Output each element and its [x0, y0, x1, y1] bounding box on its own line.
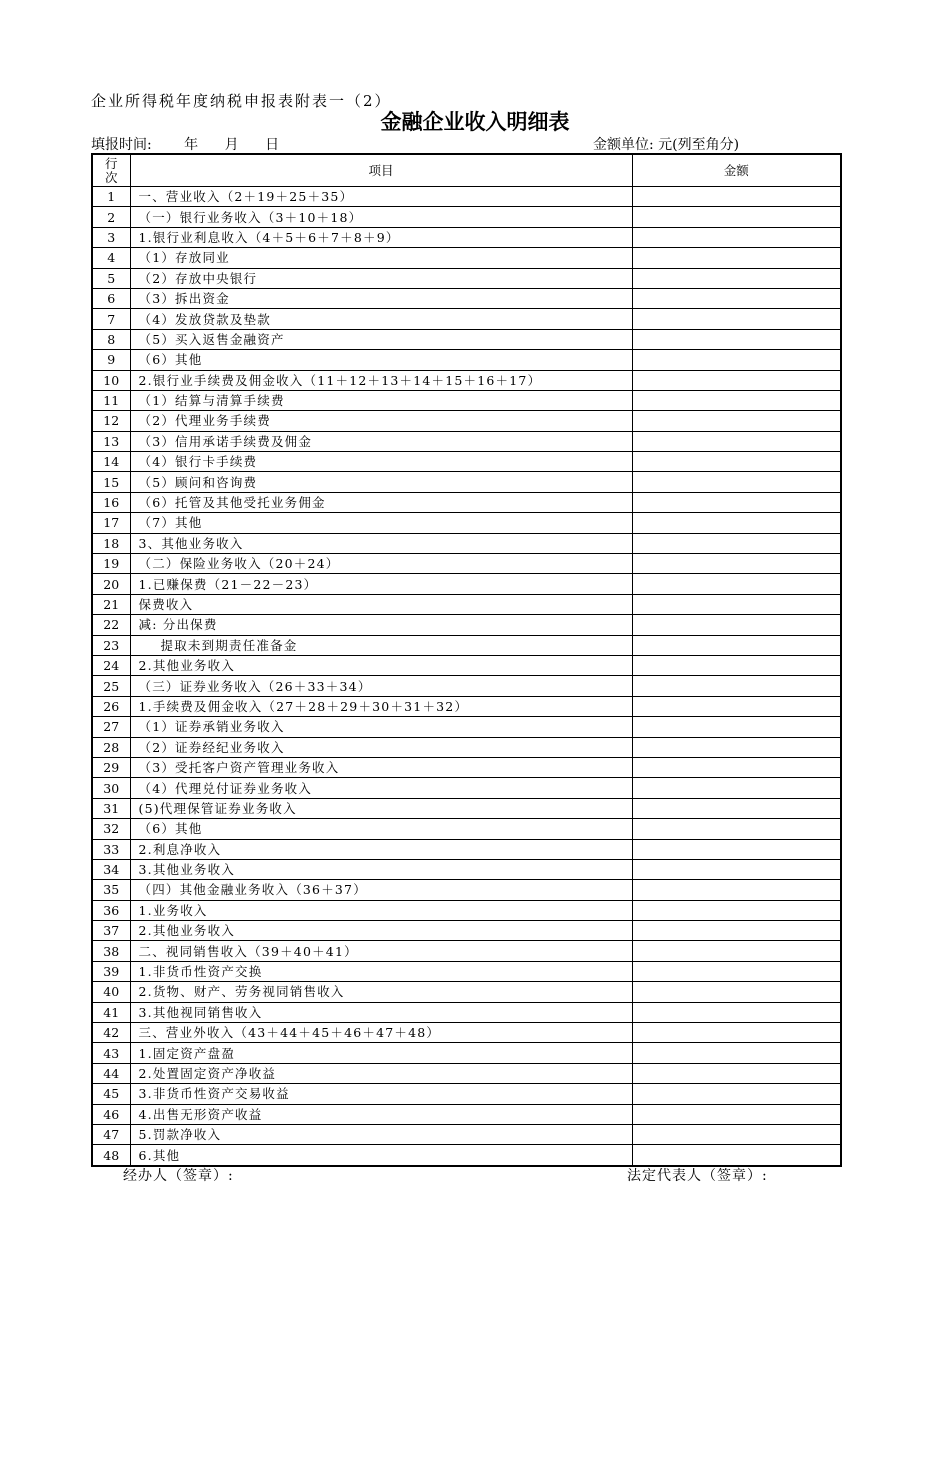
row-amount-cell[interactable]	[632, 819, 841, 839]
row-item: （6）托管及其他受托业务佣金	[130, 492, 632, 512]
header-amount: 金额	[632, 154, 841, 187]
table-row	[92, 1063, 841, 1083]
row-amount-cell[interactable]	[632, 1043, 841, 1063]
row-amount-cell[interactable]	[632, 676, 841, 696]
row-item: 3、其他业务收入	[130, 533, 632, 553]
row-number: 46	[92, 1104, 130, 1124]
row-item: （6）其他	[130, 350, 632, 370]
fill-time-day: 日	[265, 137, 280, 153]
legal-rep-signature: 法定代表人（签章）:	[627, 1168, 768, 1184]
row-amount-cell[interactable]	[632, 187, 841, 207]
row-amount-cell[interactable]	[632, 900, 841, 920]
row-number: 4	[92, 248, 130, 268]
row-item: （四）其他金融业务收入（36＋37）	[130, 880, 632, 900]
table-row	[92, 757, 841, 777]
row-item: （三）证券业务收入（26＋33＋34）	[130, 676, 632, 696]
handler-signature: 经办人（签章）:	[123, 1168, 234, 1184]
row-number: 18	[92, 533, 130, 553]
row-amount-cell[interactable]	[632, 309, 841, 329]
row-item: 三、营业外收入（43＋44＋45＋46＋47＋48）	[130, 1023, 632, 1043]
row-item: （3）信用承诺手续费及佣金	[130, 431, 632, 451]
table-row	[92, 288, 841, 308]
row-number: 34	[92, 859, 130, 879]
row-number: 38	[92, 941, 130, 961]
row-amount-cell[interactable]	[632, 207, 841, 227]
row-number: 15	[92, 472, 130, 492]
row-number: 28	[92, 737, 130, 757]
row-item: 1.已赚保费（21－22－23）	[130, 574, 632, 594]
row-item: （2）证券经纪业务收入	[130, 737, 632, 757]
row-item: 保费收入	[130, 594, 632, 614]
row-number: 11	[92, 390, 130, 410]
row-amount-cell[interactable]	[632, 329, 841, 349]
row-amount-cell[interactable]	[632, 452, 841, 472]
row-item: 提取未到期责任准备金	[130, 635, 632, 655]
row-number: 9	[92, 350, 130, 370]
row-item: （1）结算与清算手续费	[130, 390, 632, 410]
row-number: 23	[92, 635, 130, 655]
table-row	[92, 350, 841, 370]
table-row	[92, 207, 841, 227]
row-number: 44	[92, 1063, 130, 1083]
row-amount-cell[interactable]	[632, 717, 841, 737]
fill-time	[91, 134, 279, 154]
row-number: 16	[92, 492, 130, 512]
row-number: 14	[92, 452, 130, 472]
row-amount-cell[interactable]	[632, 350, 841, 370]
table-row	[92, 798, 841, 818]
row-number: 31	[92, 798, 130, 818]
row-amount-cell[interactable]	[632, 859, 841, 879]
row-number: 24	[92, 655, 130, 675]
row-number: 37	[92, 921, 130, 941]
row-amount-cell[interactable]	[632, 1084, 841, 1104]
row-amount-cell[interactable]	[632, 554, 841, 574]
table-row	[92, 676, 841, 696]
row-item: 1.业务收入	[130, 900, 632, 920]
table-row	[92, 309, 841, 329]
row-item: （1）证券承销业务收入	[130, 717, 632, 737]
row-number: 1	[92, 187, 130, 207]
row-number: 22	[92, 615, 130, 635]
row-amount-cell[interactable]	[632, 268, 841, 288]
fill-time-year: 年	[184, 137, 199, 153]
row-amount-cell[interactable]	[632, 492, 841, 512]
row-item: 3.其他业务收入	[130, 859, 632, 879]
row-item: 减: 分出保费	[130, 615, 632, 635]
table-row	[92, 1002, 841, 1022]
row-amount-cell[interactable]	[632, 737, 841, 757]
row-number: 42	[92, 1023, 130, 1043]
row-item: 2.其他业务收入	[130, 655, 632, 675]
row-item: (5)代理保管证券业务收入	[130, 798, 632, 818]
row-number: 45	[92, 1084, 130, 1104]
row-item: （7）其他	[130, 513, 632, 533]
row-number: 27	[92, 717, 130, 737]
row-item: 3.非货币性资产交易收益	[130, 1084, 632, 1104]
row-item: 1.非货币性资产交换	[130, 961, 632, 981]
row-item: 3.其他视同销售收入	[130, 1002, 632, 1022]
row-item: （一）银行业务收入（3＋10＋18）	[130, 207, 632, 227]
table-header-row	[92, 154, 841, 187]
row-number: 30	[92, 778, 130, 798]
row-number: 40	[92, 982, 130, 1002]
row-number: 12	[92, 411, 130, 431]
row-number: 35	[92, 880, 130, 900]
row-number: 32	[92, 819, 130, 839]
row-amount-cell[interactable]	[632, 370, 841, 390]
table-row	[92, 431, 841, 451]
row-item: 二、视同销售收入（39＋40＋41）	[130, 941, 632, 961]
row-amount-cell[interactable]	[632, 961, 841, 981]
row-amount-cell[interactable]	[632, 655, 841, 675]
table-row	[92, 880, 841, 900]
table-row	[92, 513, 841, 533]
row-item: （1）存放同业	[130, 248, 632, 268]
row-amount-cell[interactable]	[632, 982, 841, 1002]
table-row	[92, 1084, 841, 1104]
row-number: 29	[92, 757, 130, 777]
row-number: 7	[92, 309, 130, 329]
row-amount-cell[interactable]	[632, 696, 841, 716]
row-item: （二）保险业务收入（20＋24）	[130, 554, 632, 574]
header-row-no	[92, 154, 130, 187]
table-row	[92, 187, 841, 207]
table-row	[92, 268, 841, 288]
row-number: 48	[92, 1145, 130, 1166]
fill-time-month: 月	[224, 137, 239, 153]
table-row	[92, 1124, 841, 1144]
row-number: 21	[92, 594, 130, 614]
table-row	[92, 1104, 841, 1124]
row-number: 43	[92, 1043, 130, 1063]
row-item: 2.其他业务收入	[130, 921, 632, 941]
row-number: 10	[92, 370, 130, 390]
row-item: 6.其他	[130, 1145, 632, 1166]
row-amount-cell[interactable]	[632, 757, 841, 777]
table-row	[92, 859, 841, 879]
row-amount-cell[interactable]	[632, 1023, 841, 1043]
row-amount-cell[interactable]	[632, 921, 841, 941]
table-row	[92, 941, 841, 961]
row-item: 4.出售无形资产收益	[130, 1104, 632, 1124]
table-row	[92, 737, 841, 757]
table-row	[92, 554, 841, 574]
row-amount-cell[interactable]	[632, 1145, 841, 1166]
table-row	[92, 390, 841, 410]
row-amount-cell[interactable]	[632, 880, 841, 900]
table-row	[92, 472, 841, 492]
table-row	[92, 921, 841, 941]
table-row	[92, 227, 841, 247]
row-amount-cell[interactable]	[632, 1104, 841, 1124]
row-number: 47	[92, 1124, 130, 1144]
row-item: （4）发放贷款及垫款	[130, 309, 632, 329]
row-amount-cell[interactable]	[632, 594, 841, 614]
row-number: 8	[92, 329, 130, 349]
table-row	[92, 533, 841, 553]
row-amount-cell[interactable]	[632, 798, 841, 818]
table-row	[92, 778, 841, 798]
row-amount-cell[interactable]	[632, 227, 841, 247]
table-row	[92, 1043, 841, 1063]
amount-unit: 金额单位: 元(列至角分)	[593, 137, 740, 153]
row-amount-cell[interactable]	[632, 839, 841, 859]
row-item: （3）拆出资金	[130, 288, 632, 308]
table-row	[92, 655, 841, 675]
table-row	[92, 900, 841, 920]
table-row	[92, 411, 841, 431]
row-number: 5	[92, 268, 130, 288]
row-item: （5）顾问和咨询费	[130, 472, 632, 492]
page-title: 金融企业收入明细表	[380, 110, 570, 134]
header-row-no-label: 行次	[104, 155, 118, 185]
header-item: 项目	[130, 154, 632, 187]
row-number: 33	[92, 839, 130, 859]
row-amount-cell[interactable]	[632, 615, 841, 635]
row-amount-cell[interactable]	[632, 1063, 841, 1083]
row-amount-cell[interactable]	[632, 574, 841, 594]
row-item: （2）存放中央银行	[130, 268, 632, 288]
row-amount-cell[interactable]	[632, 411, 841, 431]
row-item: 2.处置固定资产净收益	[130, 1063, 632, 1083]
row-item: 2.货物、财产、劳务视同销售收入	[130, 982, 632, 1002]
row-amount-cell[interactable]	[632, 1002, 841, 1022]
row-item: （2）代理业务手续费	[130, 411, 632, 431]
row-item: 2.利息净收入	[130, 839, 632, 859]
row-item: 1.银行业利息收入（4＋5＋6＋7＋8＋9）	[130, 227, 632, 247]
row-amount-cell[interactable]	[632, 635, 841, 655]
row-number: 20	[92, 574, 130, 594]
row-item: （4）银行卡手续费	[130, 452, 632, 472]
row-number: 36	[92, 900, 130, 920]
row-item: （3）受托客户资产管理业务收入	[130, 757, 632, 777]
form-subtitle: 企业所得税年度纳税申报表附表一（2）	[91, 92, 392, 110]
row-item: 2.银行业手续费及佣金收入（11＋12＋13＋14＋15＋16＋17）	[130, 370, 632, 390]
row-amount-cell[interactable]	[632, 513, 841, 533]
table-row	[92, 370, 841, 390]
table-row	[92, 982, 841, 1002]
row-number: 26	[92, 696, 130, 716]
table-row	[92, 574, 841, 594]
row-number: 41	[92, 1002, 130, 1022]
row-item: （6）其他	[130, 819, 632, 839]
row-item: 一、营业收入（2＋19＋25＋35）	[130, 187, 632, 207]
row-item: （5）买入返售金融资产	[130, 329, 632, 349]
row-amount-cell[interactable]	[632, 778, 841, 798]
row-number: 25	[92, 676, 130, 696]
row-amount-cell[interactable]	[632, 533, 841, 553]
table-row	[92, 961, 841, 981]
row-number: 13	[92, 431, 130, 451]
row-item: 5.罚款净收入	[130, 1124, 632, 1144]
row-number: 6	[92, 288, 130, 308]
table-row	[92, 492, 841, 512]
row-number: 3	[92, 227, 130, 247]
row-item: （4）代理兑付证券业务收入	[130, 778, 632, 798]
row-amount-cell[interactable]	[632, 431, 841, 451]
table-row	[92, 717, 841, 737]
table-row	[92, 819, 841, 839]
row-number: 17	[92, 513, 130, 533]
income-detail-table	[91, 153, 842, 1167]
row-amount-cell[interactable]	[632, 472, 841, 492]
table-row	[92, 696, 841, 716]
row-item: 1.手续费及佣金收入（27＋28＋29＋30＋31＋32）	[130, 696, 632, 716]
table-row	[92, 452, 841, 472]
row-amount-cell[interactable]	[632, 390, 841, 410]
table-row	[92, 1145, 841, 1166]
row-number: 19	[92, 554, 130, 574]
table-row	[92, 1023, 841, 1043]
table-row	[92, 594, 841, 614]
row-number: 2	[92, 207, 130, 227]
row-amount-cell[interactable]	[632, 941, 841, 961]
table-row	[92, 248, 841, 268]
row-amount-cell[interactable]	[632, 1124, 841, 1144]
row-amount-cell[interactable]	[632, 248, 841, 268]
row-amount-cell[interactable]	[632, 288, 841, 308]
table-row	[92, 615, 841, 635]
row-item: 1.固定资产盘盈	[130, 1043, 632, 1063]
table-row	[92, 635, 841, 655]
row-number: 39	[92, 961, 130, 981]
table-row	[92, 839, 841, 859]
table-row	[92, 329, 841, 349]
fill-time-label: 填报时间:	[91, 137, 152, 153]
